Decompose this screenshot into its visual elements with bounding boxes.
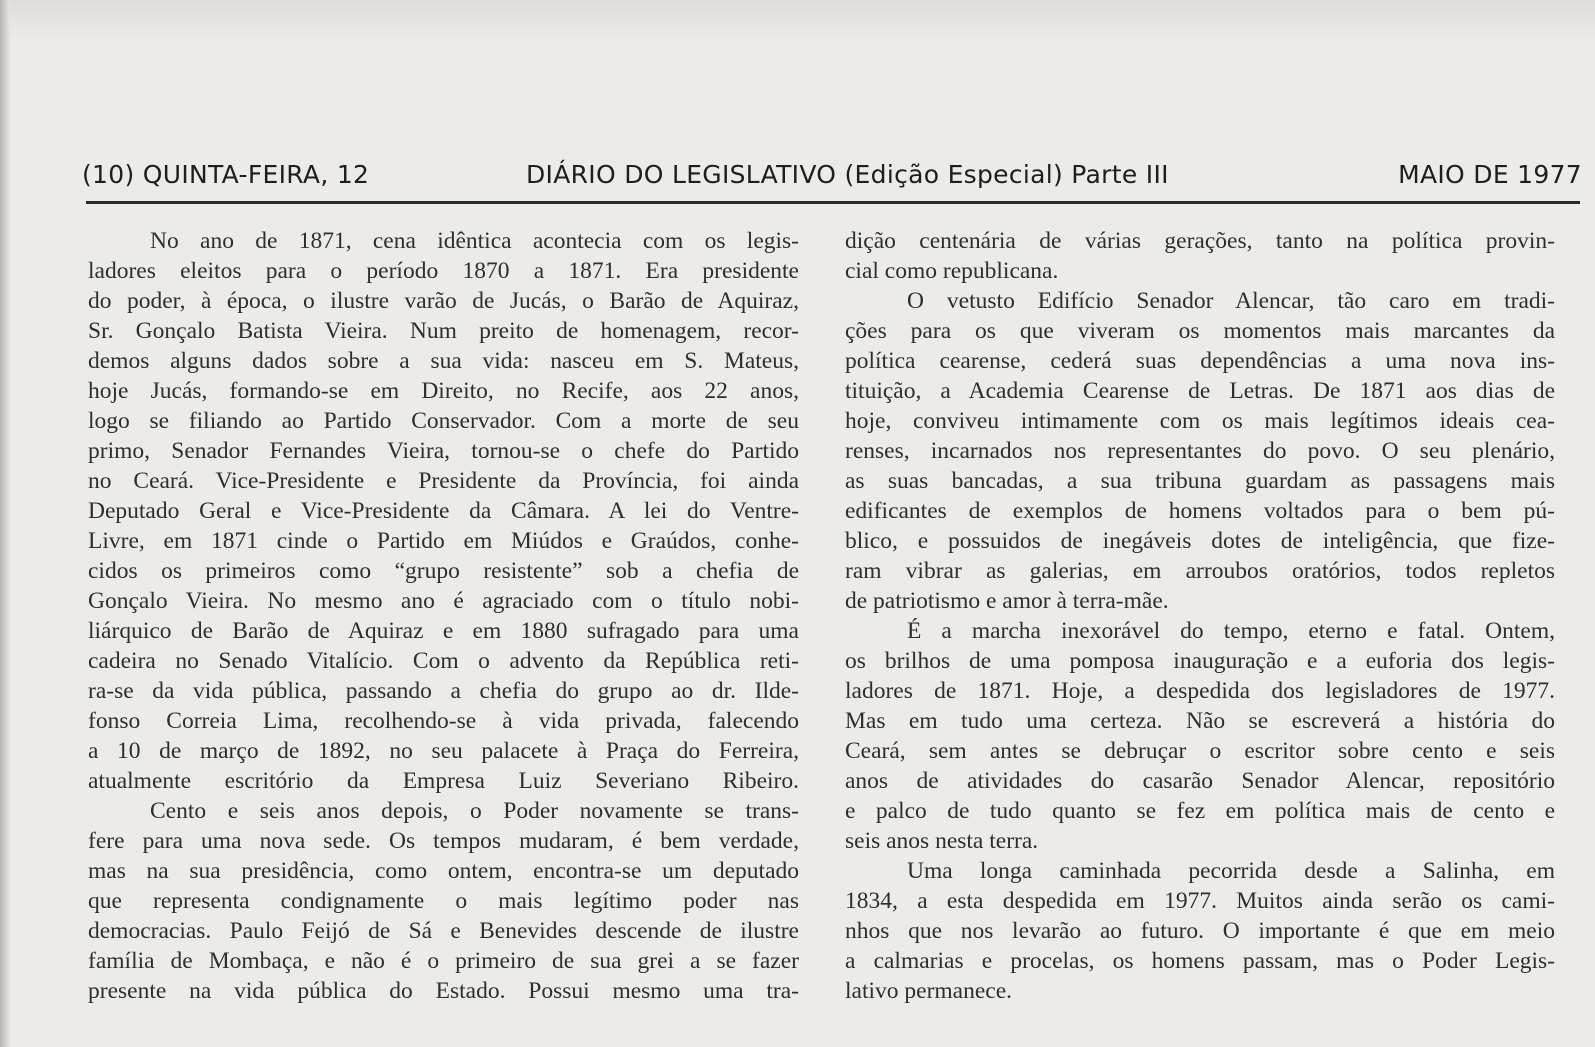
text-line: os brilhos de uma pomposa inauguração e a euforia dos legis- bbox=[845, 648, 1555, 674]
text-line: as suas bancadas, a sua tribuna guardam as passagens mais bbox=[845, 468, 1555, 494]
text-line: política cearense, cederá suas dependências a uma nova ins- bbox=[845, 348, 1555, 374]
left-column bbox=[88, 226, 799, 1006]
text-line: do poder, à época, o ilustre varão de Jucás, o Barão de Aquiraz, bbox=[88, 288, 799, 314]
text-line: No ano de 1871, cena idêntica acontecia com os legis- bbox=[150, 228, 799, 254]
text-line: no Ceará. Vice-Presidente e Presidente da Província, foi ainda bbox=[88, 468, 799, 494]
text-line: cadeira no Senado Vitalício. Com o advento da República reti- bbox=[88, 648, 799, 674]
text-line: a 10 de março de 1892, no seu palacete à Praça do Ferreira, bbox=[88, 738, 799, 764]
page-header bbox=[82, 160, 1582, 196]
text-line: renses, incarnados nos representantes do povo. O seu plenário, bbox=[845, 438, 1555, 464]
text-line: seis anos nesta terra. bbox=[845, 828, 1039, 854]
text-line: cial como republicana. bbox=[845, 258, 1059, 284]
text-line: a calmarias e procelas, os homens passam, mas o Poder Legis- bbox=[845, 948, 1555, 974]
text-line: demos alguns dados sobre a sua vida: nasceu em S. Mateus, bbox=[88, 348, 799, 374]
text-line: liárquico de Barão de Aquiraz e em 1880 sufragado para uma bbox=[88, 618, 799, 644]
text-line: fonso Correia Lima, recolhendo-se à vida privada, falecendo bbox=[88, 708, 799, 734]
text-line: atualmente escritório da Empresa Luiz Severiano Ribeiro. bbox=[88, 768, 799, 794]
text-line: Uma longa caminhada pecorrida desde a Salinha, em bbox=[907, 858, 1555, 884]
text-line: família de Mombaça, e não é o primeiro de sua grei a se fazer bbox=[88, 948, 799, 974]
text-line: ra-se da vida pública, passando a chefia do grupo ao dr. Ilde- bbox=[88, 678, 799, 704]
text-line: logo se filiando ao Partido Conservador. Com a morte de seu bbox=[88, 408, 799, 434]
text-line: Sr. Gonçalo Batista Vieira. Num preito de homenagem, recor- bbox=[88, 318, 799, 344]
text-line: ções para os que viveram os momentos mais marcantes da bbox=[845, 318, 1555, 344]
text-line: que representa condignamente o mais legítimo poder nas bbox=[88, 888, 799, 914]
text-line: hoje, conviveu intimamente com os mais legítimos ideais cea- bbox=[845, 408, 1555, 434]
text-line: ladores de 1871. Hoje, a despedida dos legisladores de 1977. bbox=[845, 678, 1555, 704]
text-line: democracias. Paulo Feijó de Sá e Benevides descende de ilustre bbox=[88, 918, 799, 944]
paper-fold-edge bbox=[0, 0, 10, 1047]
header-date-left: (10) QUINTA-FEIRA, 12 bbox=[82, 160, 370, 189]
text-line: Ceará, sem antes se debruçar o escritor sobre cento e seis bbox=[845, 738, 1555, 764]
text-line: Mas em tudo uma certeza. Não se escreverá a história do bbox=[845, 708, 1555, 734]
text-line: Gonçalo Vieira. No mesmo ano é agraciado com o título nobi- bbox=[88, 588, 799, 614]
text-line: É a marcha inexorável do tempo, eterno e fatal. Ontem, bbox=[907, 618, 1555, 644]
text-line: tituição, a Academia Cearense de Letras. De 1871 aos dias de bbox=[845, 378, 1555, 404]
paper-shadow-top bbox=[0, 0, 1595, 40]
text-line: Deputado Geral e Vice-Presidente da Câmara. A lei do Ventre- bbox=[88, 498, 799, 524]
text-line: blico, e possuidos de inegáveis dotes de inteligência, que fize- bbox=[845, 528, 1555, 554]
text-line: de patriotismo e amor à terra-mãe. bbox=[845, 588, 1169, 614]
text-line: lativo permanece. bbox=[845, 978, 1013, 1004]
text-line: dição centenária de várias gerações, tanto na política provin- bbox=[845, 228, 1555, 254]
text-line: mas na sua presidência, como ontem, encontra-se um deputado bbox=[88, 858, 799, 884]
text-line: nhos que nos levarão ao futuro. O importante é que em meio bbox=[845, 918, 1555, 944]
text-line: primo, Senador Fernandes Vieira, tornou-se o chefe do Partido bbox=[88, 438, 799, 464]
text-line: anos de atividades do casarão Senador Alencar, repositório bbox=[845, 768, 1555, 794]
header-rule bbox=[86, 201, 1580, 204]
text-line: O vetusto Edifício Senador Alencar, tão caro em tradi- bbox=[907, 288, 1555, 314]
header-publication-title: DIÁRIO DO LEGISLATIVO (Edição Especial) Parte III bbox=[526, 160, 1169, 189]
header-date-right: MAIO DE 1977 bbox=[1398, 160, 1582, 189]
text-line: hoje Jucás, formando-se em Direito, no Recife, aos 22 anos, bbox=[88, 378, 799, 404]
right-column bbox=[845, 226, 1555, 1006]
text-line: 1834, a esta despedida em 1977. Muitos ainda serão os cami- bbox=[845, 888, 1555, 914]
text-line: edificantes de exemplos de homens voltados para o bem pú- bbox=[845, 498, 1555, 524]
text-line: cidos os primeiros como “grupo resistente” sob a chefia de bbox=[88, 558, 799, 584]
text-line: ram vibrar as galerias, em arroubos oratórios, todos repletos bbox=[845, 558, 1555, 584]
text-line: e palco de tudo quanto se fez em política mais de cento e bbox=[845, 798, 1555, 824]
text-line: Cento e seis anos depois, o Poder novamente se trans- bbox=[150, 798, 799, 824]
text-line: ladores eleitos para o período 1870 a 1871. Era presidente bbox=[88, 258, 799, 284]
text-line: presente na vida pública do Estado. Possui mesmo uma tra- bbox=[88, 978, 799, 1004]
text-line: Livre, em 1871 cinde o Partido em Miúdos e Graúdos, conhe- bbox=[88, 528, 799, 554]
text-line: fere para uma nova sede. Os tempos mudaram, é bem verdade, bbox=[88, 828, 799, 854]
